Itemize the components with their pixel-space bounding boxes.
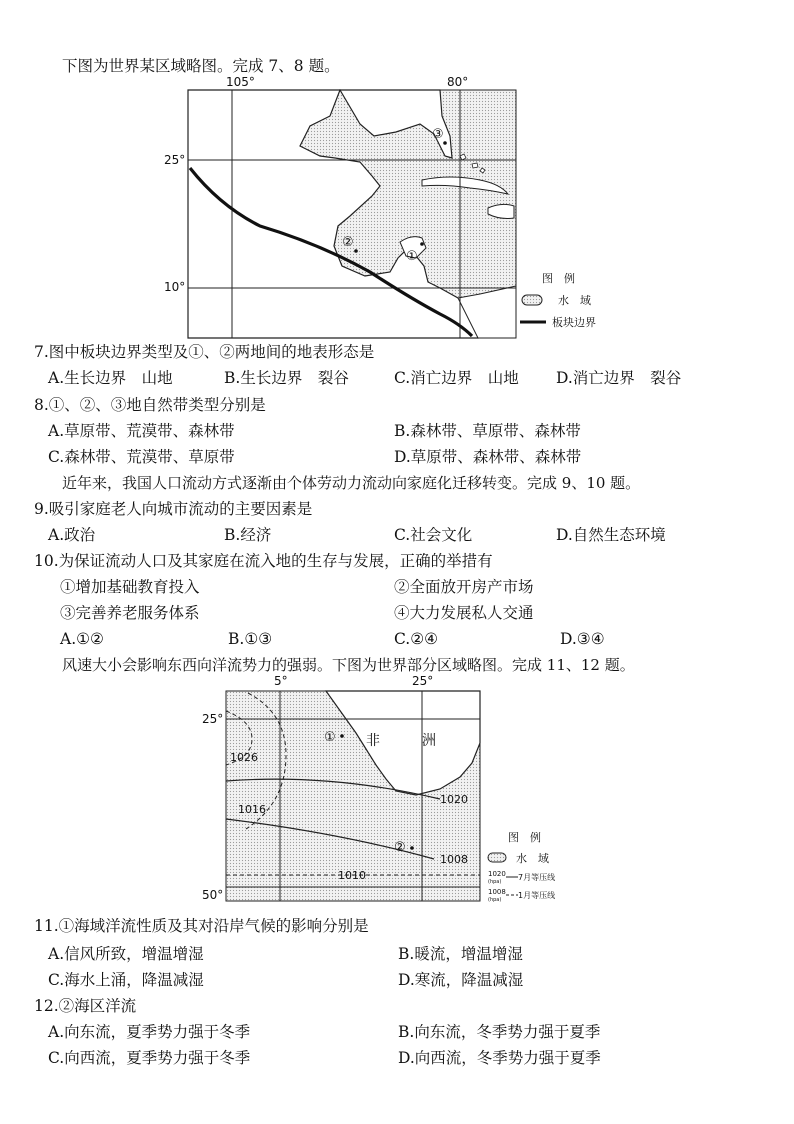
lat-label-25: 25° [164, 153, 186, 167]
intro-q11-12: 风速大小会影响东西向洋流势力的强弱。下图为世界部分区域略图。完成 11、12 题。 [62, 656, 635, 674]
legend-water-swatch-2 [488, 853, 506, 862]
q10-item-1: ①增加基础教育投入 [60, 578, 200, 596]
q11-option-a[interactable]: A.信风所致，增温增湿 [48, 945, 204, 963]
legend-july-value: 1020 [488, 870, 506, 878]
point-3-dot [443, 141, 447, 145]
q8-option-d[interactable]: D.草原带、森林带、森林带 [394, 448, 582, 466]
q8-option-a[interactable]: A.草原带、荒漠带、森林带 [48, 422, 235, 440]
q11-stem: 11.①海域洋流性质及其对沿岸气候的影响分别是 [34, 917, 369, 935]
lon-label-25: 25° [412, 674, 434, 688]
q7-stem: 7.图中板块边界类型及①、②两地间的地表形态是 [34, 343, 375, 361]
legend-water-label-2: 水 域 [516, 852, 549, 865]
q11-option-d[interactable]: D.寒流，降温减湿 [398, 971, 524, 989]
q10-option-a[interactable]: A.①② [60, 630, 104, 648]
point-1-label: ① [406, 249, 418, 264]
q10-item-4: ④大力发展私人交通 [394, 604, 534, 622]
legend-jan-label: 1月等压线 [518, 891, 556, 900]
lat-label-50-s: 50° [202, 888, 224, 902]
q12-option-c[interactable]: C.向西流，夏季势力强于冬季 [48, 1049, 251, 1067]
q10-item-2: ②全面放开房产市场 [394, 578, 534, 596]
q7-option-a[interactable]: A.生长边界 山地 [48, 369, 173, 387]
legend-title: 图 例 [542, 272, 575, 285]
q12-option-b[interactable]: B.向东流，冬季势力强于夏季 [398, 1023, 601, 1041]
q10-option-b[interactable]: B.①③ [228, 630, 273, 648]
lon-label-105: 105° [226, 76, 255, 89]
point-2-label: ② [342, 235, 354, 250]
legend-jan-value: 1008 [488, 888, 506, 896]
map-central-america [160, 76, 630, 344]
q9-option-b[interactable]: B.经济 [224, 526, 272, 544]
legend-july-unit: (hpa) [488, 879, 502, 885]
isobar-label-1008: 1008 [440, 853, 468, 866]
isobar-label-1026: 1026 [230, 751, 258, 764]
isobar-label-1010: 1010 [338, 869, 366, 882]
q9-option-d[interactable]: D.自然生态环境 [556, 526, 666, 544]
q9-option-a[interactable]: A.政治 [48, 526, 96, 544]
lon-label-5: 5° [274, 674, 288, 688]
lon-label-80: 80° [447, 76, 469, 89]
q9-stem: 9.吸引家庭老人向城市流动的主要因素是 [34, 500, 313, 518]
q8-stem: 8.①、②、③地自然带类型分别是 [34, 396, 266, 414]
continent-label-2: 洲 [422, 733, 436, 749]
point-2-dot-2 [410, 846, 414, 850]
legend-water-label: 水 域 [558, 294, 591, 307]
intro-q9-10: 近年来，我国人口流动方式逐渐由个体劳动力流动向家庭化迁移转变。完成 9、10 题。 [62, 474, 641, 492]
legend-july-label: 7月等压线 [518, 873, 556, 882]
point-1-dot-2 [340, 734, 344, 738]
q10-item-3: ③完善养老服务体系 [60, 604, 200, 622]
point-3-label: ③ [432, 127, 444, 142]
q11-option-c[interactable]: C.海水上涌，降温减湿 [48, 971, 204, 989]
lat-label-25-s: 25° [202, 712, 224, 726]
q9-option-c[interactable]: C.社会文化 [394, 526, 473, 544]
q7-option-b[interactable]: B.生长边界 裂谷 [224, 369, 349, 387]
legend-water-swatch [522, 295, 542, 305]
q8-option-b[interactable]: B.森林带、草原带、森林带 [394, 422, 581, 440]
map-southern-africa [190, 673, 590, 908]
legend-title-2: 图 例 [508, 831, 541, 844]
point-2-label-2: ② [394, 840, 406, 855]
point-2-dot [354, 249, 358, 253]
legend-jan-unit: (hpa) [488, 897, 502, 903]
point-1-label-2: ① [324, 730, 336, 745]
q10-option-d[interactable]: D.③④ [560, 630, 605, 648]
legend-boundary-label: 板块边界 [552, 316, 596, 329]
q12-stem: 12.②海区洋流 [34, 997, 137, 1015]
intro-q7-8: 下图为世界某区域略图。完成 7、8 题。 [62, 57, 340, 75]
point-1-dot [420, 242, 424, 246]
q12-option-a[interactable]: A.向东流，夏季势力强于冬季 [48, 1023, 251, 1041]
lat-label-10: 10° [164, 280, 186, 294]
isobar-label-1016: 1016 [238, 803, 266, 816]
q10-option-c[interactable]: C.②④ [394, 630, 439, 648]
q12-option-d[interactable]: D.向西流，冬季势力强于夏季 [398, 1049, 601, 1067]
isobar-label-1020: 1020 [440, 793, 468, 806]
q7-option-d[interactable]: D.消亡边界 裂谷 [556, 369, 682, 387]
q10-stem: 10.为保证流动人口及其家庭在流入地的生存与发展，正确的举措有 [34, 552, 493, 570]
continent-label-1: 非 [366, 733, 380, 749]
q7-option-c[interactable]: C.消亡边界 山地 [394, 369, 519, 387]
q8-option-c[interactable]: C.森林带、荒漠带、草原带 [48, 448, 235, 466]
q11-option-b[interactable]: B.暖流，增温增湿 [398, 945, 523, 963]
